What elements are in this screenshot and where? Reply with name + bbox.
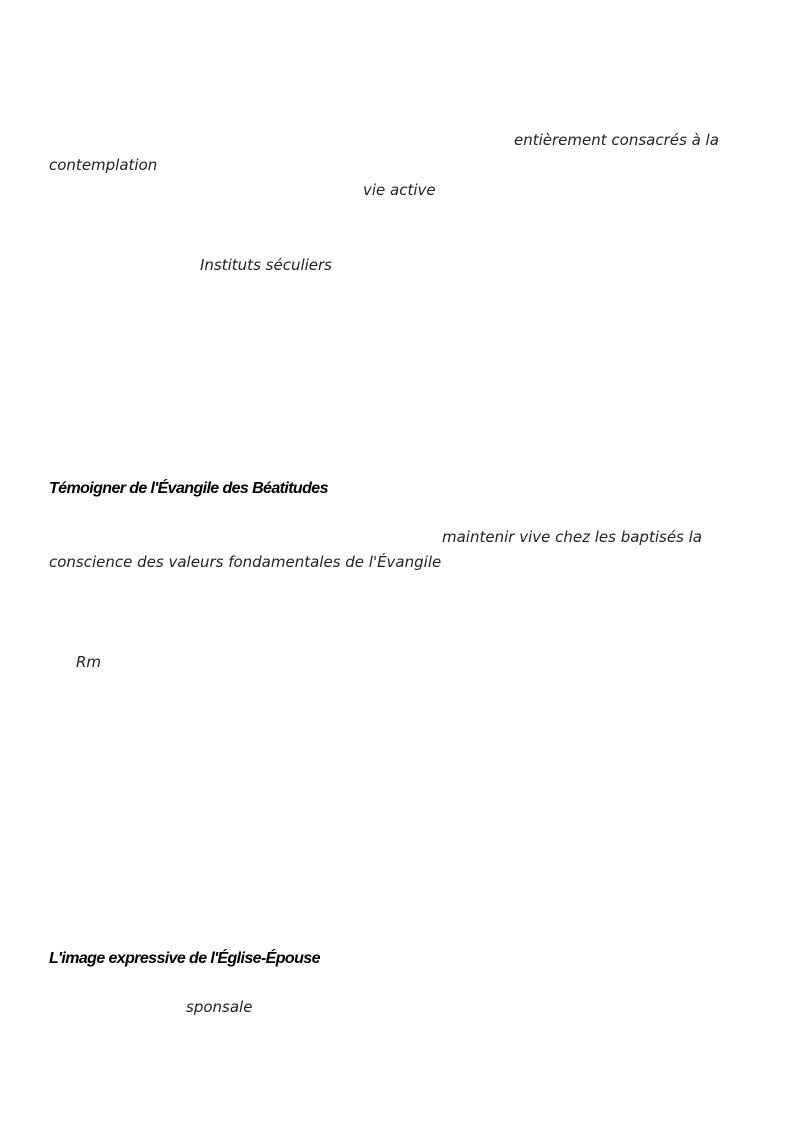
italic-fragment-instituts-seculiers: Instituts séculiers <box>200 256 332 274</box>
italic-fragment-maintenir: maintenir vive chez les baptisés la <box>442 528 702 546</box>
italic-fragment-consacres: entièrement consacrés à la <box>514 131 719 149</box>
italic-fragment-contemplation: contemplation <box>49 156 158 174</box>
italic-fragment-conscience: conscience des valeurs fondamentales de l'Évangile <box>49 553 442 571</box>
section-heading-eglise-epouse: L'image expressive de l'Église-Épouse <box>49 950 320 967</box>
italic-fragment-vie-active: vie active <box>363 181 436 199</box>
italic-fragment-sponsale: sponsale <box>186 998 253 1016</box>
italic-fragment-rm-reference: Rm <box>76 653 102 671</box>
section-heading-beatitudes: Témoigner de l'Évangile des Béatitudes <box>49 480 328 497</box>
